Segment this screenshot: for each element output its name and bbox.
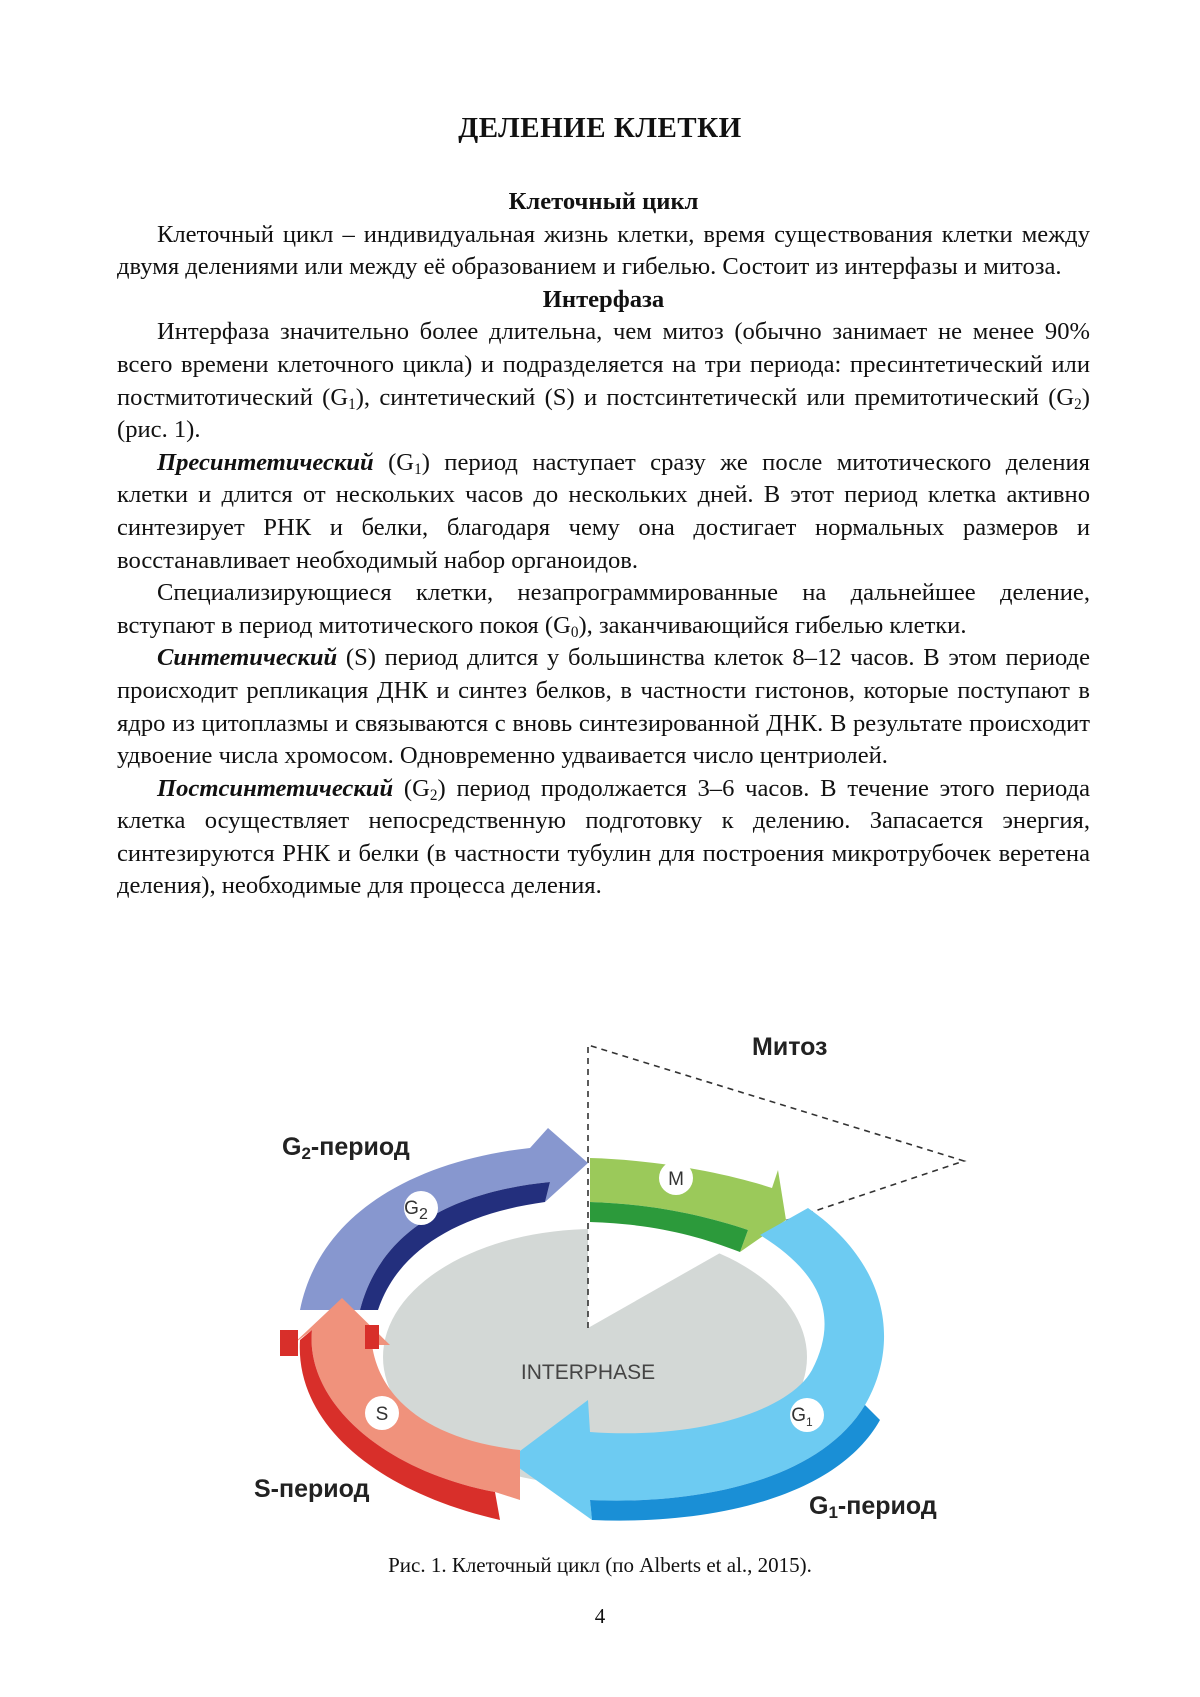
section-heading-cell-cycle: Клеточный цикл: [508, 188, 699, 215]
mitosis-label: Митоз: [752, 1033, 828, 1061]
paragraph-g1-period: Пресинтетический $(G_1)$ период наступает сразу же после митотического деления клетки и длится от нескольких часов до нескольких дней. В этот период клетка активно синтезирует РНК и белки, благодаря чему она достигает нормальных размеров и восстанавливает необходимый набор органоидов.: [117, 448, 1090, 574]
page-title: ДЕЛЕНИЕ КЛЕТКИ: [458, 112, 742, 144]
term-synthetic: Синтетический: [157, 644, 338, 672]
s-arc-tail-inner: [365, 1325, 379, 1349]
paragraph-s-period: Синтетический (S) период длится у большинства клеток 8–12 часов. В этом периоде происходит репликация ДНК и синтез белков, в частности гистонов, которые поступают в ядро из цитоплазмы и связываются с вновь синтезированной ДНК. В результате происходит удвоение числа хромосом. Одновременно удваивается число центриолей.: [117, 644, 1090, 770]
paragraph-g2-period: Постсинтетический $(G_2)$ период продолжается 3–6 часов. В течение этого периода клетка осуществляет непосредственную подготовку к делению. Запасается энергия, синтезируются РНК и белки (в частности тубулин для построения микротрубочек веретена деления), необходимые для процесса деления.: [117, 774, 1090, 900]
s-badge: [365, 1396, 399, 1430]
paragraph-interphase: Интерфаза значительно более длительна, чем митоз (обычно занимает не менее 90% всего времени клеточного цикла) и подразделяется на три периода: пресинтетический или постмитотический $(G_1)$, синтетический (S) и постсинтетическй или премитотический $(G_2)$ (рис. 1).: [117, 318, 1090, 444]
paragraph-g0-period: Специализирующиеся клетки, незапрограммированные на дальнейшее деление, вступают в период митотического покоя $(G_0)$, заканчивающийся гибелью клетки.: [117, 579, 1090, 641]
s-period-label: S-период: [254, 1475, 370, 1503]
svg-text:M: M: [668, 1169, 684, 1190]
g1-period-label: G1-период: [809, 1492, 937, 1522]
figure-caption: Рис. 1. Клеточный цикл (по Alberts et al., 2015).: [388, 1553, 812, 1577]
page-number: 4: [594, 1604, 606, 1628]
interphase-label: INTERPHASE: [520, 1361, 656, 1384]
g1-badge: [790, 1398, 824, 1432]
m-badge: [659, 1161, 693, 1195]
s-arc-tail: [280, 1330, 298, 1356]
svg-text:S: S: [375, 1404, 389, 1425]
term-presynthetic: Пресинтетический: [157, 448, 374, 476]
section-heading-interphase: Интерфаза: [542, 285, 665, 313]
g2-period-label: G2-период: [282, 1133, 410, 1163]
g2-badge: [404, 1191, 438, 1225]
paragraph-cell-cycle: Клеточный цикл – индивидуальная жизнь клетки, время существования клетки между двумя делениями или между её образованием и гибелью. Состоит из интерфазы и митоза.: [117, 220, 1090, 281]
svg-text:G2: $G_2$: [404, 1198, 428, 1223]
term-postsynthetic: Постсинтетический: [157, 774, 394, 802]
svg-text:G1: $G_1$: [791, 1405, 813, 1429]
